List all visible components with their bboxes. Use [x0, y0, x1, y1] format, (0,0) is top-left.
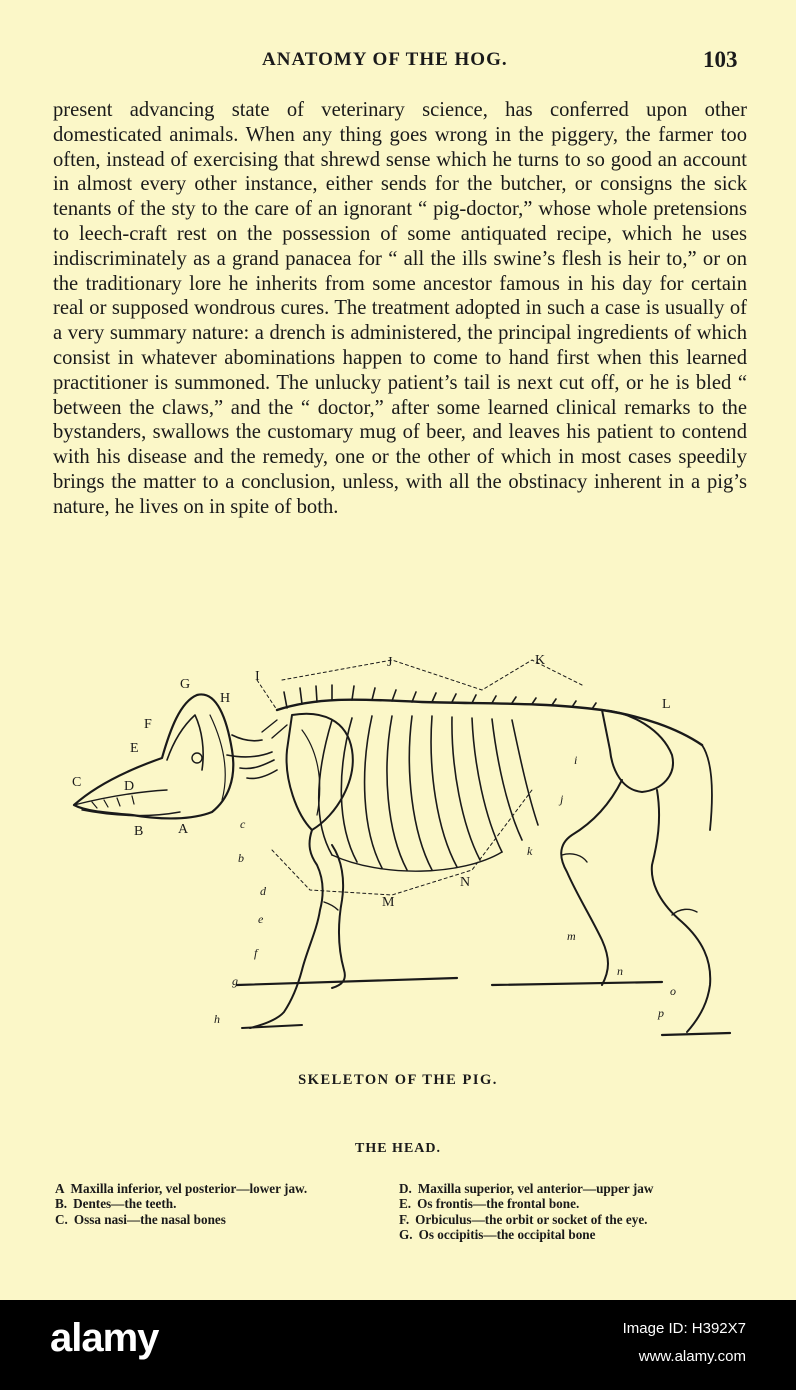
spine: [277, 700, 702, 745]
hind-hock: [672, 909, 697, 915]
scapula-ridge: [302, 730, 320, 815]
label-b: b: [238, 851, 244, 865]
teeth: [92, 796, 134, 808]
alamy-logo: alamy: [50, 1316, 159, 1360]
body-paragraph: present advancing state of veterinary science, has conferred upon other domesticated animals. When any thing goes wrong in the piggery, the farmer too often, instead of exercising that shrewd sense which he turns to so good an account in almost every other instance, either sends for the butcher, or consigns the sick tenants of the sty to the care of an ignorant “ pig-doctor,” whose whole pretensions to leech-craft rest on the possession of some antiquated recipe, which he uses indiscriminately as a grand panacea for “ all the ills swine’s flesh is heir to,” or on the traditionary lore he inherits from some ancestor famous in his day for certain real or supposed wondrous cures. The treatment adopted in such a case is usually of a very summary nature: a drench is administered, the principal ingredients of which consist in whatever abominations happen to come to hand first when this learned practitioner is summoned. The unlucky patient’s tail is next cut off, or he is bled “ between the claws,” and the “ doctor,” after some learned clinical remarks to the bystanders, swallows the customary mug of beer, and leaves his patient to contend with his disease and the remedy, one or the other of which in most cases speedily brings the matter to a conclusion, unless, with all the obstinacy inherent in a pig’s nature, he lives on in spite of both.: [53, 99, 747, 518]
label-H: H: [220, 691, 231, 706]
legend-letter: C.: [55, 1211, 68, 1227]
running-head: [0, 47, 796, 77]
legend-letter: G.: [399, 1227, 413, 1243]
legend-letter: D.: [399, 1181, 412, 1196]
legend-letter: E.: [399, 1196, 412, 1212]
label-i: i: [574, 753, 578, 767]
section-heading: THE HEAD.: [354, 1141, 441, 1156]
skeleton-figure: [62, 640, 742, 1050]
label-F: F: [144, 717, 152, 732]
label-o: o: [670, 984, 676, 998]
upper-jaw: [74, 790, 167, 805]
occipital-ridge: [210, 715, 225, 800]
neck-spines: [262, 720, 287, 738]
rib-10: [512, 720, 538, 825]
front-knee: [324, 902, 338, 910]
running-title: ANATOMY OF THE HOG.: [262, 49, 508, 70]
label-c: c: [240, 817, 246, 831]
front-leg-right: [332, 845, 345, 988]
label-I: I: [255, 669, 260, 684]
legend-text: Os frontis—the frontal bone.: [417, 1196, 580, 1212]
hind-leg-left: [561, 780, 622, 985]
label-g: g: [232, 974, 238, 988]
orbit: [167, 715, 203, 770]
label-B: B: [134, 824, 144, 839]
label-J: J: [387, 655, 393, 670]
image-id: Image ID: H392X7: [622, 1320, 746, 1337]
tail: [702, 745, 712, 830]
label-d: d: [260, 884, 266, 898]
pelvis: [602, 710, 673, 792]
label-L: L: [662, 697, 671, 712]
rib-8: [472, 718, 502, 852]
label-h: h: [214, 1012, 220, 1026]
legend-column-right: [399, 1181, 755, 1243]
leader-lines: [257, 660, 582, 895]
label-m: m: [567, 929, 576, 943]
skeleton-illustration: [62, 640, 742, 1050]
rib-5: [409, 716, 432, 870]
page-number: 103: [703, 47, 738, 72]
label-M: M: [382, 895, 395, 910]
eye-socket: [192, 753, 202, 763]
legend-item: [399, 1212, 755, 1227]
label-k: k: [527, 844, 533, 858]
legend-letter: F.: [399, 1211, 410, 1227]
watermark-footer: [0, 1300, 796, 1390]
front-leg-left: [250, 830, 323, 1028]
legend-letter: A: [55, 1181, 65, 1196]
label-p: p: [658, 1006, 664, 1020]
figure-caption: SKELETON OF THE PIG.: [298, 1072, 498, 1088]
legend-text: Orbiculus—the orbit or socket of the eye.: [415, 1211, 648, 1227]
legend-text: Ossa nasi—the nasal bones: [73, 1211, 226, 1227]
label-f: f: [254, 946, 258, 960]
ground-shadow-mid: [492, 982, 662, 985]
rib-3: [365, 716, 382, 868]
legend-item: [55, 1212, 390, 1227]
label-A: A: [178, 822, 189, 837]
legend-text: Dentes—the teeth.: [73, 1196, 177, 1212]
label-E: E: [130, 741, 139, 756]
label-N: N: [460, 875, 471, 890]
legend-item: [399, 1227, 755, 1242]
ground-shadow-front: [237, 978, 457, 985]
hind-leg-right: [652, 790, 710, 1032]
legend-column-left: [55, 1181, 390, 1227]
rib-7: [452, 717, 480, 860]
legend-letter: B.: [55, 1196, 68, 1212]
label-D: D: [124, 779, 135, 794]
legend-text: Maxilla superior, vel anterior—upper jaw: [417, 1181, 654, 1196]
rib-4: [387, 716, 407, 870]
legend-text: Maxilla inferior, vel posterior—lower jaw.: [70, 1181, 308, 1196]
label-e: e: [258, 912, 264, 926]
label-K: K: [535, 653, 546, 668]
body-text: [53, 98, 747, 520]
ground-shadow-rear: [662, 1033, 730, 1035]
legend-text: Os occipitis—the occipital bone: [418, 1227, 596, 1243]
label-C: C: [72, 775, 82, 790]
legend-item: [399, 1196, 755, 1211]
rib-1: [319, 720, 332, 855]
rib-6: [431, 716, 457, 867]
legend-item: [55, 1181, 390, 1196]
cervical-vertebrae: [227, 735, 277, 779]
hind-stifle: [562, 854, 587, 862]
legend-item: [399, 1181, 755, 1196]
legend-item: [55, 1196, 390, 1211]
rib-9: [492, 719, 522, 840]
label-G: G: [180, 677, 191, 692]
label-j: j: [560, 792, 564, 806]
watermark-url: www.alamy.com: [638, 1348, 746, 1365]
label-n: n: [617, 964, 623, 978]
